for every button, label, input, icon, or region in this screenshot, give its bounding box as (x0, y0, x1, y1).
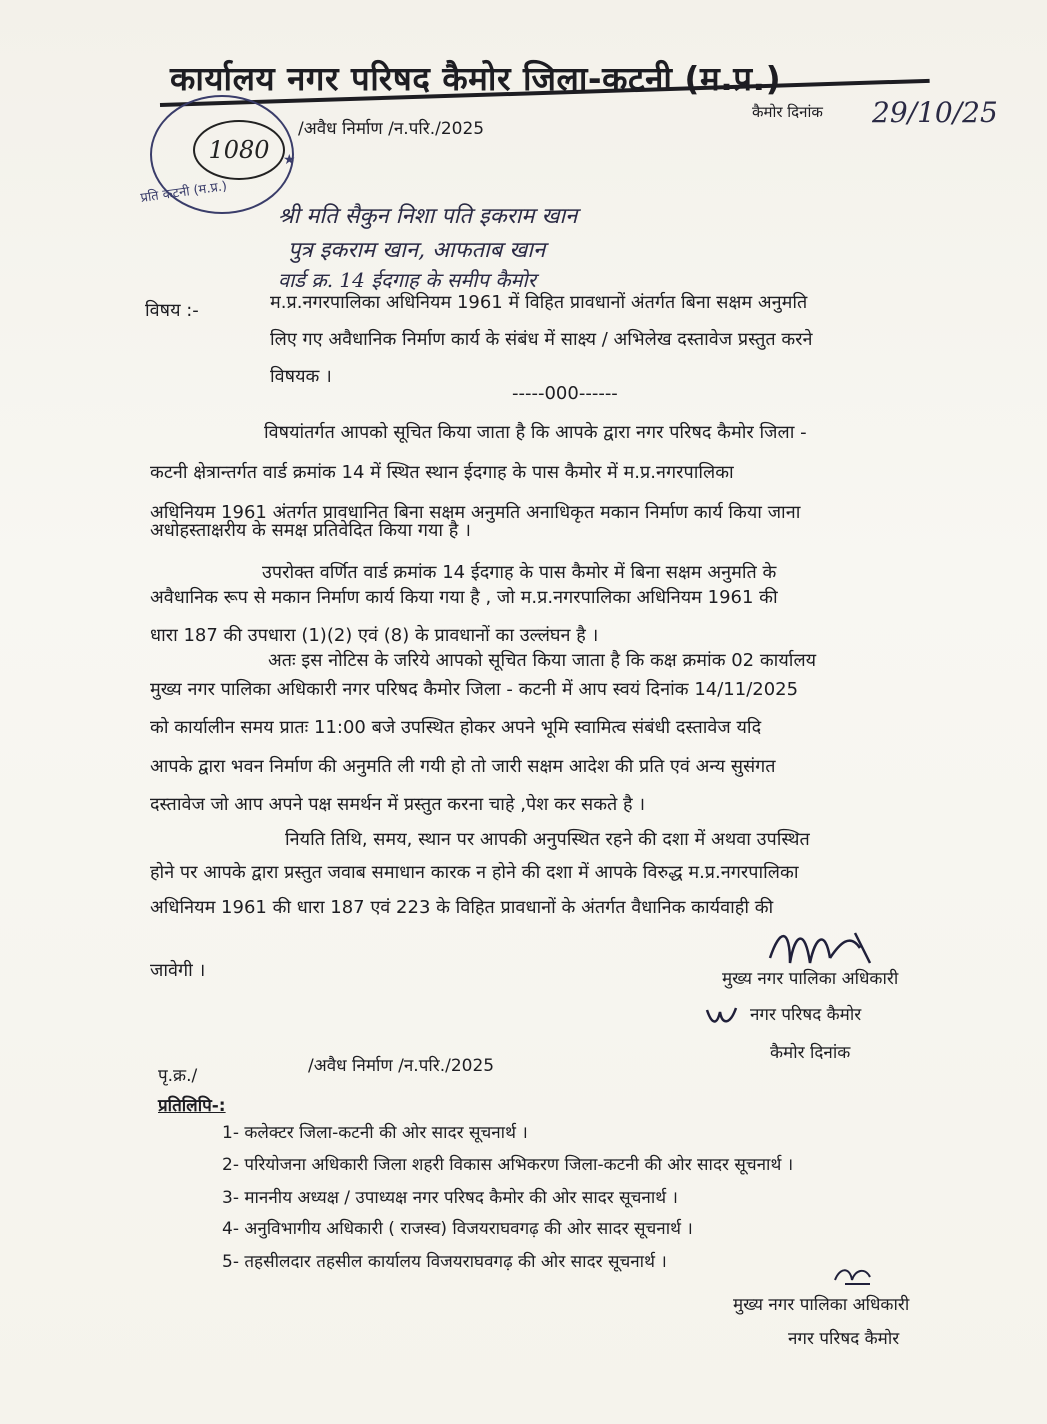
copy-heading: प्रतिलिपि-: (158, 1096, 226, 1116)
body-line: होने पर आपके द्वारा प्रस्तुत जवाब समाधान कारक न होने की दशा में आपके विरुद्ध म.प्र.नगरपालिका (150, 862, 799, 883)
divider: -----000------ (512, 383, 618, 404)
body-line: अधोहस्ताक्षरीय के समक्ष प्रतिवेदित किया गया है । (150, 520, 471, 541)
subject-line-3: विषयक । (270, 366, 332, 387)
body-line: अतः इस नोटिस के जरिये आपको सूचित किया जाता है कि कक्ष क्रमांक 02 कार्यालय (268, 650, 817, 671)
copy-item: 2- परियोजना अधिकारी जिला शहरी विकास अभिकरण जिला-कटनी की ओर सादर सूचनार्थ । (222, 1155, 794, 1175)
body-line: उपरोक्त वर्णित वार्ड क्रमांक 14 ईदगाह के पास कैमोर में बिना सक्षम अनुमति के (262, 562, 777, 583)
reference-number: /अवैध निर्माण /न.परि./2025 (298, 119, 485, 139)
addressee-line-2: पुत्र इकराम खान, आफताब खान (288, 238, 546, 263)
pk-label: पृ.क्र./ (158, 1066, 198, 1086)
body-line: अवैधानिक रूप से मकान निर्माण कार्य किया गया है , जो म.प्र.नगरपालिका अधिनियम 1961 की (150, 587, 778, 608)
subject-line-1: म.प्र.नगरपालिका अधिनियम 1961 में विहित प्रावधानों अंतर्गत बिना सक्षम अनुमति (270, 292, 808, 313)
copy-item: 3- माननीय अध्यक्ष / उपाध्यक्ष नगर परिषद कैमोर की ओर सादर सूचनार्थ । (222, 1188, 678, 1208)
body-line: अधिनियम 1961 की धारा 187 एवं 223 के विहित प्रावधानों के अंतर्गत वैधानिक कार्यवाही की (150, 897, 774, 918)
copy-item: 1- कलेक्टर जिला-कटनी की ओर सादर सूचनार्थ । (222, 1123, 528, 1143)
signatory-office: नगर परिषद कैमोर (750, 1005, 862, 1025)
subject-line-2: लिए गए अवैधानिक निर्माण कार्य के संबंध में साक्ष्य / अभिलेख दस्तावेज प्रस्तुत करने (270, 329, 813, 350)
star-icon: ★ (283, 152, 296, 168)
body-line: धारा 187 की उपधारा (1)(2) एवं (8) के प्रावधानों का उल्लंघन है । (150, 625, 599, 646)
date-label: कैमोर दिनांक (752, 103, 823, 121)
signatory-office-2: नगर परिषद कैमोर (788, 1329, 900, 1349)
body-line: मुख्य नगर पालिका अधिकारी नगर परिषद कैमोर जिला - कटनी में आप स्वयं दिनांक 14/11/2025 (150, 679, 799, 700)
subject-label: विषय :- (145, 300, 199, 321)
addressee-line-1: श्री मति सैकुन निशा पति इकराम खान (278, 204, 578, 229)
signature-mark (830, 1262, 880, 1290)
body-line: विषयांतर्गत आपको सूचित किया जाता है कि आपके द्वारा नगर परिषद कैमोर जिला - (264, 422, 807, 443)
signatory-title-2: मुख्य नगर पालिका अधिकारी (733, 1295, 910, 1315)
addressee-line-3: वार्ड क्र. 14 ईदगाह के समीप कैमोर (278, 268, 536, 292)
stamp-number: 1080 (193, 120, 285, 180)
pk-reference: /अवैध निर्माण /न.परि./2025 (308, 1056, 495, 1076)
office-title: कार्यालय नगर परिषद कैमोर जिला-कटनी (म.प्र.) (170, 59, 782, 98)
stamp-label: प्रति कटनी (म.प्र.) (139, 178, 228, 206)
initial-mark (702, 1000, 742, 1030)
body-line: को कार्यालीन समय प्रातः 11:00 बजे उपस्थित होकर अपने भूमि स्वामित्व संबंधी दस्तावेज यदि (150, 717, 762, 738)
handwritten-date: 29/10/25 (872, 96, 998, 129)
signatory-title: मुख्य नगर पालिका अधिकारी (722, 969, 899, 989)
body-line: नियति तिथि, समय, स्थान पर आपकी अनुपस्थित रहने की दशा में अथवा उपस्थित (285, 829, 810, 850)
copy-item: 4- अनुविभागीय अधिकारी ( राजस्व) विजयराघवगढ़ की ओर सादर सूचनार्थ । (222, 1219, 693, 1239)
body-line: अधिनियम 1961 अंतर्गत प्रावधानित बिना सक्षम अनुमति अनाधिकृत मकान निर्माण कार्य किया जाना (150, 502, 801, 523)
body-line: आपके द्वारा भवन निर्माण की अनुमति ली गयी हो तो जारी सक्षम आदेश की प्रति एवं अन्य सुसंगत (150, 756, 776, 777)
copy-item: 5- तहसीलदार तहसील कार्यालय विजयराघवगढ़ की ओर सादर सूचनार्थ । (222, 1252, 667, 1272)
body-line: दस्तावेज जो आप अपने पक्ष समर्थन में प्रस्तुत करना चाहे ,पेश कर सकते है । (150, 794, 646, 815)
body-line: कटनी क्षेत्रान्तर्गत वार्ड क्रमांक 14 में स्थित स्थान ईदगाह के पास कैमोर में म.प्र.नगरपालिका (150, 462, 734, 483)
body-line: जावेगी । (150, 960, 206, 981)
signatory-date-label: कैमोर दिनांक (770, 1043, 851, 1063)
